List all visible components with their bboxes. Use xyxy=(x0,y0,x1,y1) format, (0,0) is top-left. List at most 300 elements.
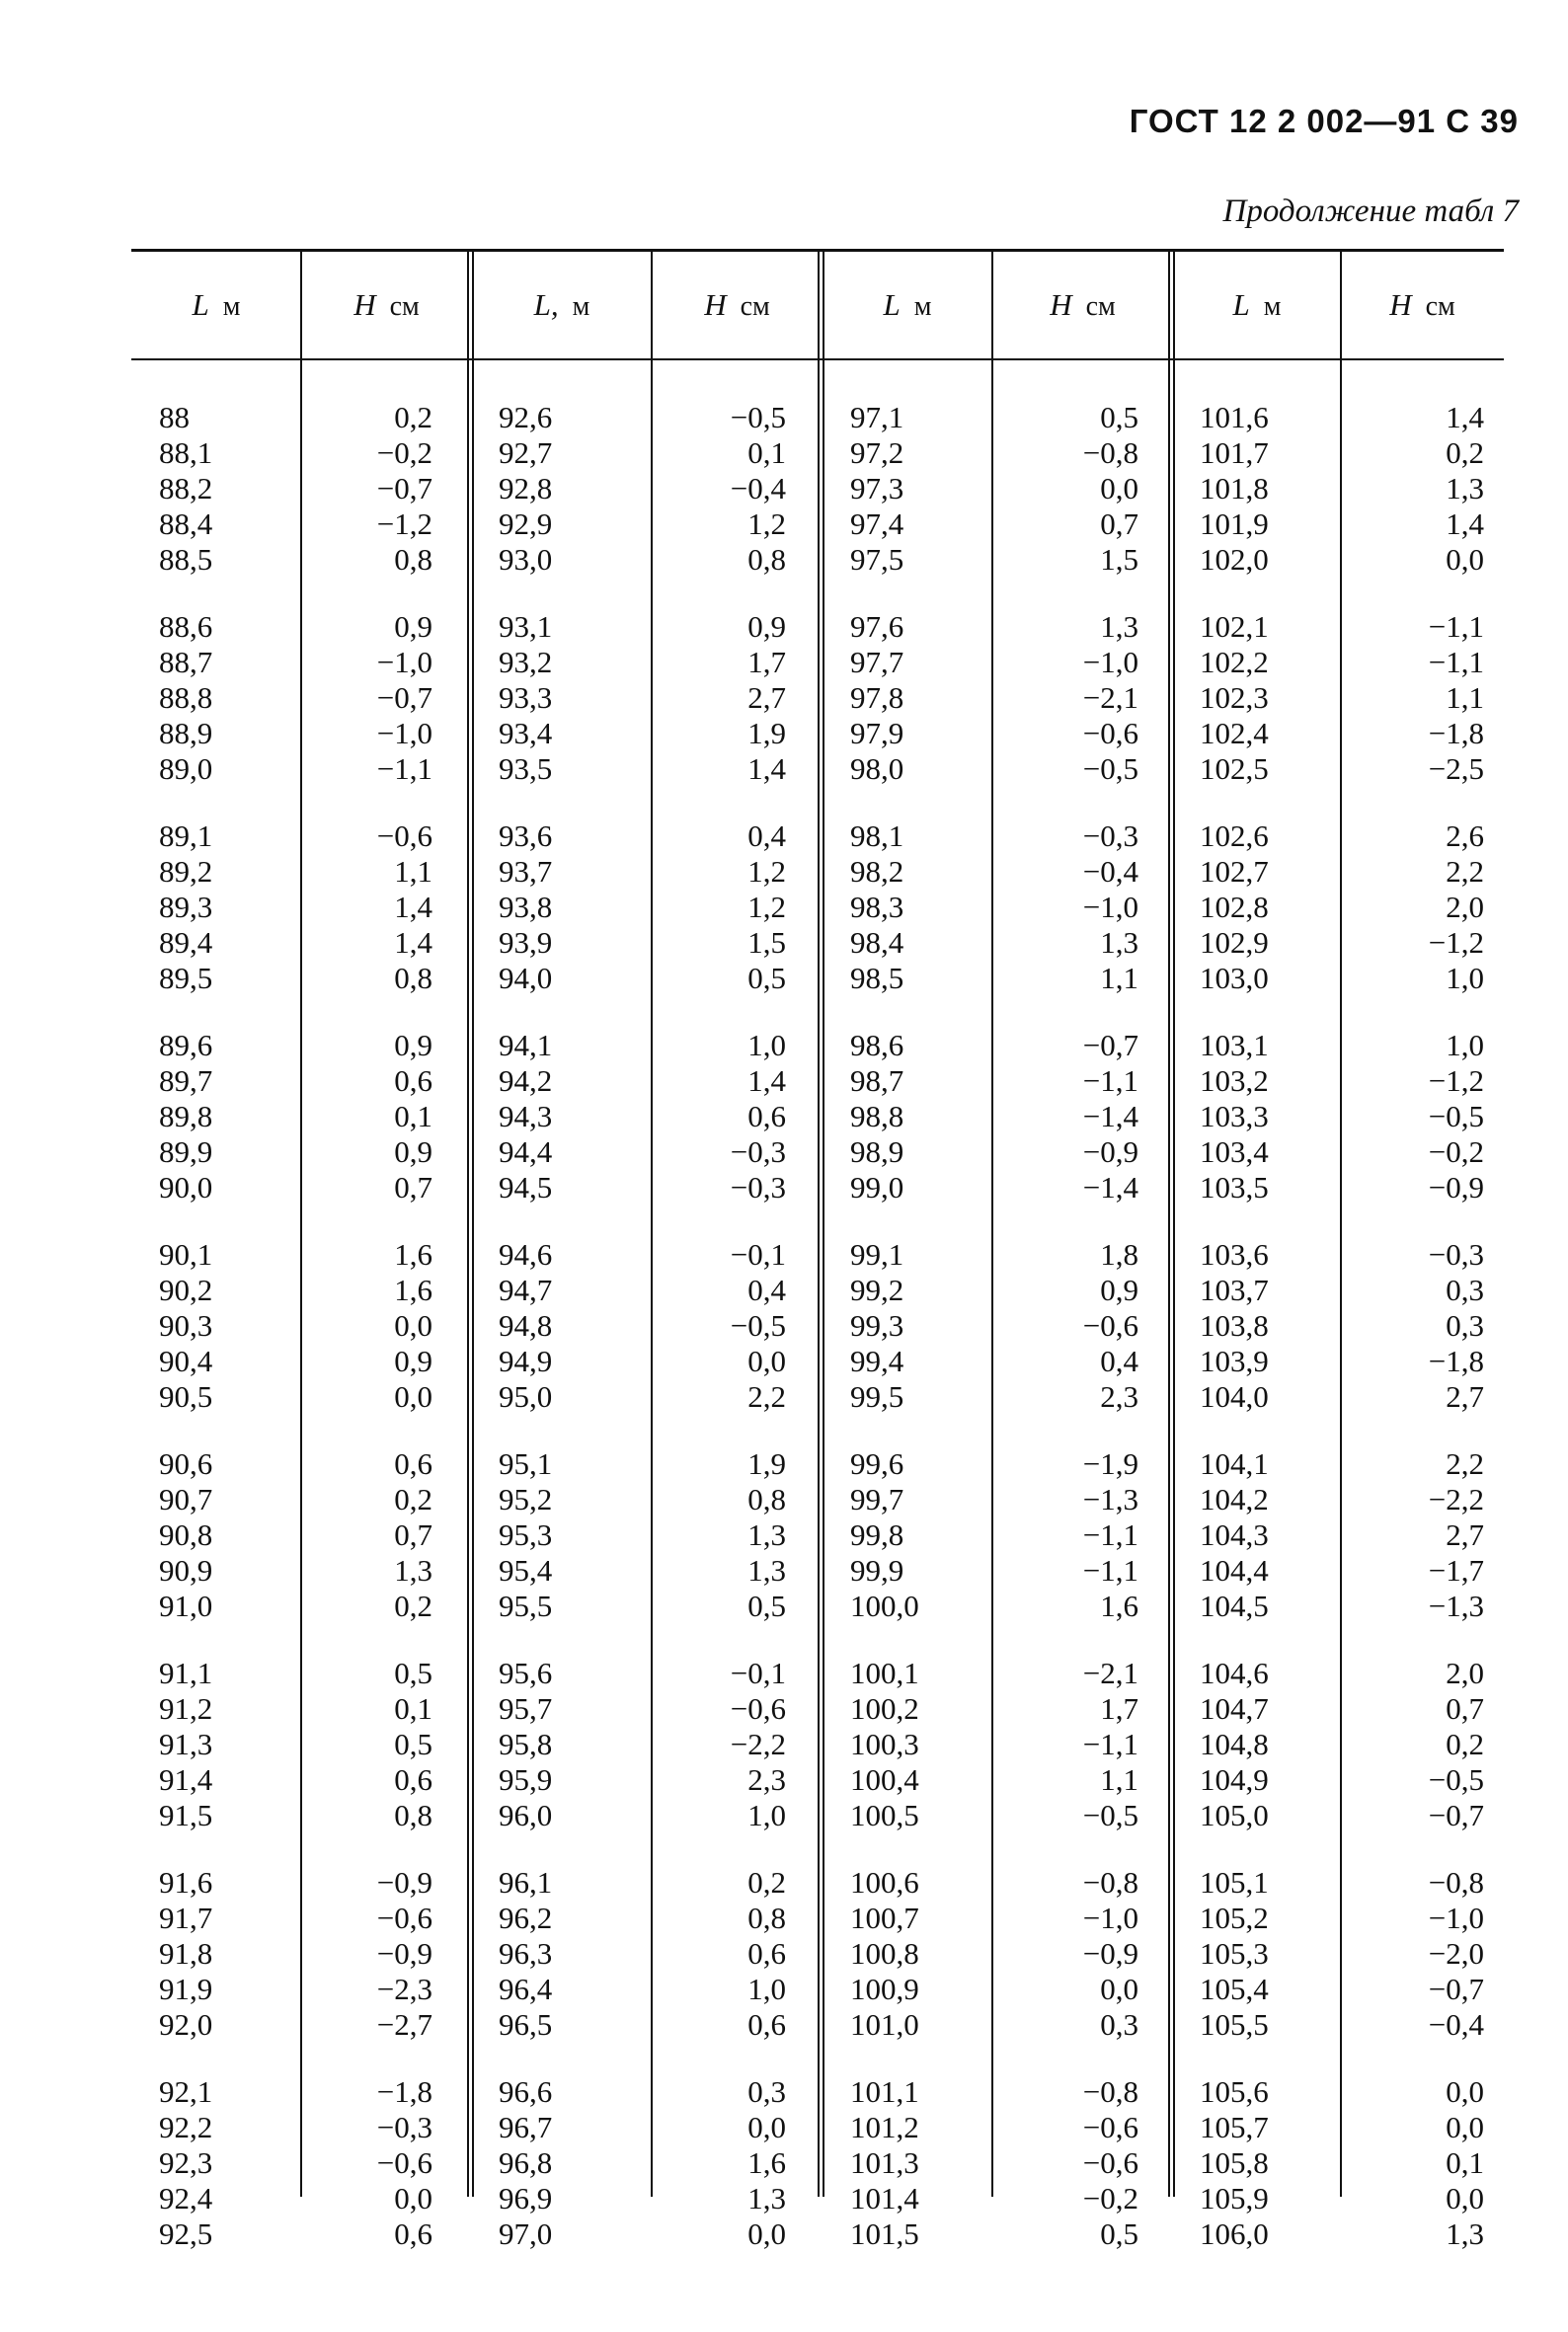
height-value: −1,1 xyxy=(1428,609,1484,644)
length-value: 104,6 xyxy=(1200,1656,1269,1690)
row-group xyxy=(329,1028,432,1205)
length-value: 94,6 xyxy=(499,1237,553,1272)
height-value: 1,4 xyxy=(1446,506,1484,541)
height-value: 1,6 xyxy=(394,1273,432,1307)
height-value: 0,8 xyxy=(747,542,786,577)
length-value: 89,8 xyxy=(159,1099,213,1133)
length-value: 96,0 xyxy=(499,1798,553,1832)
row-group xyxy=(1369,1865,1484,2043)
height-value: −2,2 xyxy=(730,1727,786,1761)
length-value: 97,8 xyxy=(850,680,904,715)
row-group xyxy=(499,1237,627,1415)
row-group xyxy=(1020,1028,1138,1205)
length-value: 98,5 xyxy=(850,961,904,995)
height-value: −1,1 xyxy=(1082,1553,1138,1588)
row-group xyxy=(499,1865,627,2043)
height-value: 0,7 xyxy=(1446,1691,1484,1726)
height-value: 2,2 xyxy=(1446,1446,1484,1481)
height-value: −0,6 xyxy=(1082,2145,1138,2180)
height-value: −0,5 xyxy=(730,1308,786,1343)
height-value: −0,2 xyxy=(1428,1134,1484,1169)
length-value: 103,0 xyxy=(1200,961,1269,995)
height-value: −0,3 xyxy=(1428,1237,1484,1272)
length-value: 90,7 xyxy=(159,1482,213,1516)
length-value: 88,4 xyxy=(159,506,213,541)
height-value: 0,1 xyxy=(394,1691,432,1726)
height-value: 1,4 xyxy=(394,890,432,924)
height-value: −0,7 xyxy=(376,471,432,505)
row-group xyxy=(1200,1446,1328,1624)
length-value: 95,9 xyxy=(499,1762,553,1797)
height-value: −1,2 xyxy=(1428,925,1484,960)
column-header xyxy=(652,252,823,358)
length-value: 103,2 xyxy=(1200,1063,1269,1098)
length-value: 103,6 xyxy=(1200,1237,1269,1272)
length-value: 94,7 xyxy=(499,1273,553,1307)
height-value: 0,8 xyxy=(394,542,432,577)
length-value: 92,7 xyxy=(499,435,553,470)
length-value: 102,3 xyxy=(1200,680,1269,715)
header-unit: см xyxy=(375,291,420,322)
length-value: 105,5 xyxy=(1200,2007,1269,2042)
height-value: 0,6 xyxy=(747,1936,786,1971)
height-value: 0,8 xyxy=(747,1482,786,1516)
length-value: 94,2 xyxy=(499,1063,553,1098)
length-value: 89,1 xyxy=(159,818,213,853)
height-value: 1,0 xyxy=(1446,961,1484,995)
length-value: 98,1 xyxy=(850,818,904,853)
row-group xyxy=(1200,1865,1328,2043)
height-value: −0,3 xyxy=(376,2110,432,2144)
height-value: −0,4 xyxy=(730,471,786,505)
row-group xyxy=(1200,1656,1328,1833)
height-value: −1,3 xyxy=(1428,1589,1484,1623)
length-value: 100,9 xyxy=(850,1972,919,2006)
length-value: 103,3 xyxy=(1200,1099,1269,1133)
height-value: −1,3 xyxy=(1082,1482,1138,1516)
length-value: 98,4 xyxy=(850,925,904,960)
height-value: 2,2 xyxy=(1446,854,1484,889)
length-value: 95,1 xyxy=(499,1446,553,1481)
height-column xyxy=(1020,400,1138,2284)
row-group xyxy=(499,609,627,787)
length-value: 95,6 xyxy=(499,1656,553,1690)
height-value: 1,7 xyxy=(1100,1691,1138,1726)
height-value: −1,0 xyxy=(1082,645,1138,679)
length-value: 94,3 xyxy=(499,1099,553,1133)
height-value: −1,1 xyxy=(376,751,432,786)
length-value: 104,8 xyxy=(1200,1727,1269,1761)
height-value: 0,5 xyxy=(1100,2216,1138,2251)
length-value: 96,3 xyxy=(499,1936,553,1971)
length-value: 92,1 xyxy=(159,2074,213,2109)
length-value: 89,6 xyxy=(159,1028,213,1062)
length-value: 102,2 xyxy=(1200,645,1269,679)
length-value: 101,9 xyxy=(1200,506,1269,541)
height-value: 0,4 xyxy=(747,818,786,853)
height-value: −1,1 xyxy=(1082,1517,1138,1552)
length-value: 102,1 xyxy=(1200,609,1269,644)
length-value: 102,4 xyxy=(1200,716,1269,750)
row-group xyxy=(1020,400,1138,578)
length-value: 96,5 xyxy=(499,2007,553,2042)
length-value: 97,0 xyxy=(499,2216,553,2251)
length-value: 105,2 xyxy=(1200,1901,1269,1935)
length-value: 92,8 xyxy=(499,471,553,505)
row-group xyxy=(850,609,979,787)
height-value: 1,1 xyxy=(1446,680,1484,715)
row-group xyxy=(329,2074,432,2252)
length-value: 89,4 xyxy=(159,925,213,960)
height-value: −1,0 xyxy=(1082,1901,1138,1935)
row-group xyxy=(1020,1865,1138,2043)
height-value: −1,8 xyxy=(376,2074,432,2109)
height-value: 1,4 xyxy=(747,751,786,786)
height-value: −1,2 xyxy=(376,506,432,541)
row-group xyxy=(1020,609,1138,787)
row-group xyxy=(1020,1656,1138,1833)
row-group xyxy=(329,400,432,578)
length-value: 95,4 xyxy=(499,1553,553,1588)
height-value: 1,9 xyxy=(747,1446,786,1481)
length-column xyxy=(850,400,979,2284)
length-value: 91,2 xyxy=(159,1691,213,1726)
length-value: 88,5 xyxy=(159,542,213,577)
length-value: 89,2 xyxy=(159,854,213,889)
height-value: −0,7 xyxy=(1082,1028,1138,1062)
column-header xyxy=(823,252,992,358)
height-value: 0,2 xyxy=(394,1589,432,1623)
length-value: 95,7 xyxy=(499,1691,553,1726)
height-value: −1,0 xyxy=(376,716,432,750)
row-group xyxy=(679,400,786,578)
length-value: 98,2 xyxy=(850,854,904,889)
length-value: 92,9 xyxy=(499,506,553,541)
height-value: 0,6 xyxy=(394,1446,432,1481)
length-value: 100,4 xyxy=(850,1762,919,1797)
height-value: −0,7 xyxy=(376,680,432,715)
row-group xyxy=(1369,2074,1484,2252)
height-value: 2,6 xyxy=(1446,818,1484,853)
row-group xyxy=(679,818,786,996)
height-value: −1,8 xyxy=(1428,716,1484,750)
height-value: 0,6 xyxy=(747,1099,786,1133)
row-group xyxy=(329,1237,432,1415)
length-value: 104,1 xyxy=(1200,1446,1269,1481)
row-group xyxy=(1369,1237,1484,1415)
length-value: 103,8 xyxy=(1200,1308,1269,1343)
length-value: 101,4 xyxy=(850,2181,919,2215)
length-value: 100,3 xyxy=(850,1727,919,1761)
length-value: 101,2 xyxy=(850,2110,919,2144)
length-value: 91,9 xyxy=(159,1972,213,2006)
height-value: −1,1 xyxy=(1082,1063,1138,1098)
body-column-divider xyxy=(651,360,653,2197)
height-value: 0,9 xyxy=(1100,1273,1138,1307)
row-group xyxy=(1020,818,1138,996)
height-value: 0,0 xyxy=(747,2216,786,2251)
length-value: 88,9 xyxy=(159,716,213,750)
header-variable: L xyxy=(1232,287,1250,322)
row-group xyxy=(1369,818,1484,996)
length-value: 99,2 xyxy=(850,1273,904,1307)
height-value: −0,9 xyxy=(376,1865,432,1900)
height-value: 1,4 xyxy=(747,1063,786,1098)
height-value: −0,7 xyxy=(1428,1972,1484,2006)
row-group xyxy=(1369,609,1484,787)
height-value: 2,7 xyxy=(1446,1517,1484,1552)
height-value: −0,3 xyxy=(730,1170,786,1205)
length-value: 97,3 xyxy=(850,471,904,505)
height-value: 0,3 xyxy=(747,2074,786,2109)
header-unit: м xyxy=(208,291,241,322)
row-group xyxy=(850,1446,979,1624)
height-value: 0,9 xyxy=(747,609,786,644)
height-value: 0,0 xyxy=(1446,2074,1484,2109)
height-value: −2,1 xyxy=(1082,1656,1138,1690)
length-value: 96,9 xyxy=(499,2181,553,2215)
length-value: 90,6 xyxy=(159,1446,213,1481)
length-value: 104,5 xyxy=(1200,1589,1269,1623)
row-group xyxy=(499,818,627,996)
length-value: 90,4 xyxy=(159,1344,213,1378)
length-value: 94,0 xyxy=(499,961,553,995)
height-value: −1,9 xyxy=(1082,1446,1138,1481)
length-value: 92,5 xyxy=(159,2216,213,2251)
length-value: 91,4 xyxy=(159,1762,213,1797)
row-group xyxy=(499,1446,627,1624)
row-group xyxy=(1369,1028,1484,1205)
row-group xyxy=(159,400,277,578)
length-value: 91,3 xyxy=(159,1727,213,1761)
length-value: 105,6 xyxy=(1200,2074,1269,2109)
height-value: −1,1 xyxy=(1082,1727,1138,1761)
height-value: −0,9 xyxy=(376,1936,432,1971)
height-value: −0,9 xyxy=(1082,1936,1138,1971)
height-value: 0,7 xyxy=(394,1170,432,1205)
height-value: −0,5 xyxy=(730,400,786,434)
length-value: 94,9 xyxy=(499,1344,553,1378)
length-value: 100,6 xyxy=(850,1865,919,1900)
height-value: −0,5 xyxy=(1428,1762,1484,1797)
length-value: 97,2 xyxy=(850,435,904,470)
header-unit: м xyxy=(1249,291,1282,322)
length-value: 100,5 xyxy=(850,1798,919,1832)
row-group xyxy=(850,2074,979,2252)
length-value: 104,0 xyxy=(1200,1379,1269,1414)
length-value: 90,1 xyxy=(159,1237,213,1272)
height-column xyxy=(679,400,786,2284)
height-value: 0,0 xyxy=(747,2110,786,2144)
length-value: 96,1 xyxy=(499,1865,553,1900)
height-value: −0,3 xyxy=(1082,818,1138,853)
row-group xyxy=(499,2074,627,2252)
length-value: 93,9 xyxy=(499,925,553,960)
height-value: 1,8 xyxy=(1100,1237,1138,1272)
length-value: 98,7 xyxy=(850,1063,904,1098)
height-value: 1,0 xyxy=(747,1798,786,1832)
length-value: 97,7 xyxy=(850,645,904,679)
length-value: 105,0 xyxy=(1200,1798,1269,1832)
column-header xyxy=(992,252,1173,358)
height-value: 0,3 xyxy=(1100,2007,1138,2042)
row-group xyxy=(850,818,979,996)
height-value: 0,2 xyxy=(1446,435,1484,470)
length-value: 102,7 xyxy=(1200,854,1269,889)
table-caption: Продолжение табл 7 xyxy=(1222,194,1519,229)
height-value: 0,0 xyxy=(1446,542,1484,577)
length-value: 91,0 xyxy=(159,1589,213,1623)
height-value: −2,5 xyxy=(1428,751,1484,786)
height-value: 1,3 xyxy=(747,1553,786,1588)
height-value: 1,0 xyxy=(747,1972,786,2006)
length-value: 99,7 xyxy=(850,1482,904,1516)
length-value: 90,3 xyxy=(159,1308,213,1343)
row-group xyxy=(329,818,432,996)
length-value: 98,0 xyxy=(850,751,904,786)
row-group xyxy=(159,818,277,996)
length-value: 91,8 xyxy=(159,1936,213,1971)
height-value: 0,2 xyxy=(394,1482,432,1516)
row-group xyxy=(679,609,786,787)
length-value: 106,0 xyxy=(1200,2216,1269,2251)
height-value: 0,5 xyxy=(1100,400,1138,434)
row-group xyxy=(1020,1237,1138,1415)
length-value: 89,5 xyxy=(159,961,213,995)
row-group xyxy=(850,1656,979,1833)
length-column xyxy=(159,400,277,2284)
row-group xyxy=(1369,400,1484,578)
header-variable: L, xyxy=(533,287,559,322)
row-group xyxy=(850,400,979,578)
height-value: 0,5 xyxy=(747,961,786,995)
length-value: 96,4 xyxy=(499,1972,553,2006)
height-value: 1,3 xyxy=(1446,2216,1484,2251)
length-value: 93,5 xyxy=(499,751,553,786)
height-column xyxy=(1369,400,1484,2284)
height-value: −0,6 xyxy=(730,1691,786,1726)
length-value: 99,3 xyxy=(850,1308,904,1343)
length-value: 103,5 xyxy=(1200,1170,1269,1205)
height-value: 2,3 xyxy=(1100,1379,1138,1414)
length-value: 93,1 xyxy=(499,609,553,644)
length-value: 100,8 xyxy=(850,1936,919,1971)
height-value: −1,0 xyxy=(1428,1901,1484,1935)
height-value: 1,0 xyxy=(1446,1028,1484,1062)
body-column-divider xyxy=(991,360,993,2197)
height-value: −0,8 xyxy=(1082,435,1138,470)
length-value: 102,0 xyxy=(1200,542,1269,577)
length-value: 100,1 xyxy=(850,1656,919,1690)
height-value: −0,2 xyxy=(1082,2181,1138,2215)
height-value: −0,8 xyxy=(1082,2074,1138,2109)
row-group xyxy=(329,1656,432,1833)
height-value: 2,0 xyxy=(1446,890,1484,924)
length-value: 96,7 xyxy=(499,2110,553,2144)
length-value: 98,8 xyxy=(850,1099,904,1133)
height-value: 1,3 xyxy=(1100,609,1138,644)
length-value: 90,0 xyxy=(159,1170,213,1205)
height-value: 0,5 xyxy=(394,1656,432,1690)
height-value: 0,2 xyxy=(1446,1727,1484,1761)
length-value: 102,9 xyxy=(1200,925,1269,960)
length-value: 96,2 xyxy=(499,1901,553,1935)
row-group xyxy=(329,1446,432,1624)
length-value: 98,6 xyxy=(850,1028,904,1062)
length-value: 93,4 xyxy=(499,716,553,750)
height-value: 2,0 xyxy=(1446,1656,1484,1690)
length-value: 104,7 xyxy=(1200,1691,1269,1726)
height-value: 0,9 xyxy=(394,609,432,644)
height-value: 0,0 xyxy=(1446,2110,1484,2144)
length-value: 99,0 xyxy=(850,1170,904,1205)
length-value: 97,1 xyxy=(850,400,904,434)
body-column-divider xyxy=(1168,360,1175,2197)
row-group xyxy=(329,1865,432,2043)
height-value: 1,0 xyxy=(747,1028,786,1062)
length-value: 97,6 xyxy=(850,609,904,644)
height-value: 1,9 xyxy=(747,716,786,750)
column-header xyxy=(1341,252,1504,358)
row-group xyxy=(499,1028,627,1205)
length-value: 88,2 xyxy=(159,471,213,505)
height-value: 0,8 xyxy=(394,1798,432,1832)
header-unit: м xyxy=(900,291,932,322)
height-value: −0,6 xyxy=(376,2145,432,2180)
length-value: 88 xyxy=(159,400,190,434)
height-value: 1,4 xyxy=(1446,400,1484,434)
height-value: 1,2 xyxy=(747,506,786,541)
height-value: 0,6 xyxy=(747,2007,786,2042)
length-value: 92,6 xyxy=(499,400,553,434)
height-value: −2,0 xyxy=(1428,1936,1484,1971)
header-variable: L xyxy=(192,287,209,322)
length-value: 89,0 xyxy=(159,751,213,786)
length-value: 97,5 xyxy=(850,542,904,577)
height-value: −0,6 xyxy=(1082,2110,1138,2144)
height-value: −0,6 xyxy=(1082,1308,1138,1343)
header-variable: H xyxy=(353,287,376,322)
row-group xyxy=(159,1865,277,2043)
row-group xyxy=(850,1028,979,1205)
length-value: 93,0 xyxy=(499,542,553,577)
length-value: 88,1 xyxy=(159,435,213,470)
row-group xyxy=(329,609,432,787)
row-group xyxy=(159,1656,277,1833)
height-value: −0,5 xyxy=(1428,1099,1484,1133)
height-value: −0,3 xyxy=(730,1134,786,1169)
height-value: −2,3 xyxy=(376,1972,432,2006)
row-group xyxy=(499,1656,627,1833)
height-value: 0,8 xyxy=(394,961,432,995)
length-value: 91,1 xyxy=(159,1656,213,1690)
height-value: −1,4 xyxy=(1082,1099,1138,1133)
row-group xyxy=(159,2074,277,2252)
height-value: 0,1 xyxy=(394,1099,432,1133)
height-value: 1,5 xyxy=(747,925,786,960)
length-value: 90,8 xyxy=(159,1517,213,1552)
length-value: 104,3 xyxy=(1200,1517,1269,1552)
length-value: 100,0 xyxy=(850,1589,919,1623)
height-value: −2,1 xyxy=(1082,680,1138,715)
height-value: −0,4 xyxy=(1428,2007,1484,2042)
length-value: 105,1 xyxy=(1200,1865,1269,1900)
height-value: 1,3 xyxy=(747,2181,786,2215)
length-value: 103,4 xyxy=(1200,1134,1269,1169)
length-value: 103,9 xyxy=(1200,1344,1269,1378)
length-value: 95,8 xyxy=(499,1727,553,1761)
length-value: 103,7 xyxy=(1200,1273,1269,1307)
